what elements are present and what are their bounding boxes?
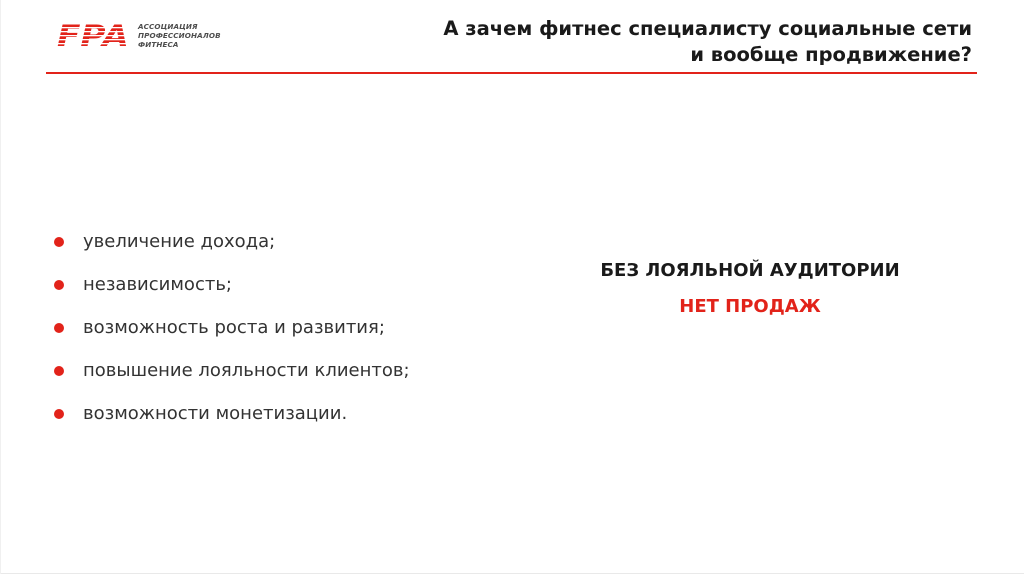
bullet-icon <box>54 237 64 247</box>
list-item <box>54 349 410 392</box>
fpa-logo <box>56 18 221 52</box>
slide-edge <box>0 0 1 574</box>
bullet-icon <box>54 323 64 333</box>
list-item-text: независимость; <box>83 274 232 295</box>
bullet-icon <box>54 280 64 290</box>
fpa-logo-mark <box>56 18 132 52</box>
bullet-icon <box>54 366 64 376</box>
list-item-text: возможности монетизации. <box>83 403 348 424</box>
list-item <box>54 263 410 306</box>
list-item <box>54 392 410 435</box>
callout-accent: НЕТ ПРОДАЖ <box>679 296 821 317</box>
slide-title <box>332 16 972 68</box>
list-item <box>54 220 410 263</box>
logo-caption-line: ФИТНЕСА <box>138 39 179 49</box>
slide-title-line: и вообще продвижение? <box>690 43 972 66</box>
list-item-text: повышение лояльности клиентов; <box>83 360 410 381</box>
callout-heading: БЕЗ ЛОЯЛЬНОЙ АУДИТОРИИ <box>600 260 900 281</box>
list-item-text: увеличение дохода; <box>83 231 276 252</box>
callout <box>560 258 940 320</box>
list-item-text: возможность роста и развития; <box>83 317 385 338</box>
benefits-list <box>54 220 410 435</box>
list-item <box>54 306 410 349</box>
bullet-icon <box>54 409 64 419</box>
header-divider <box>46 72 977 74</box>
logo-caption-line: АССОЦИАЦИЯ <box>138 21 198 31</box>
slide-title-line: А зачем фитнес специалисту социальные сети <box>443 17 972 40</box>
logo-caption-line: ПРОФЕССИОНАЛОВ <box>138 30 221 40</box>
logo-caption <box>138 22 221 49</box>
